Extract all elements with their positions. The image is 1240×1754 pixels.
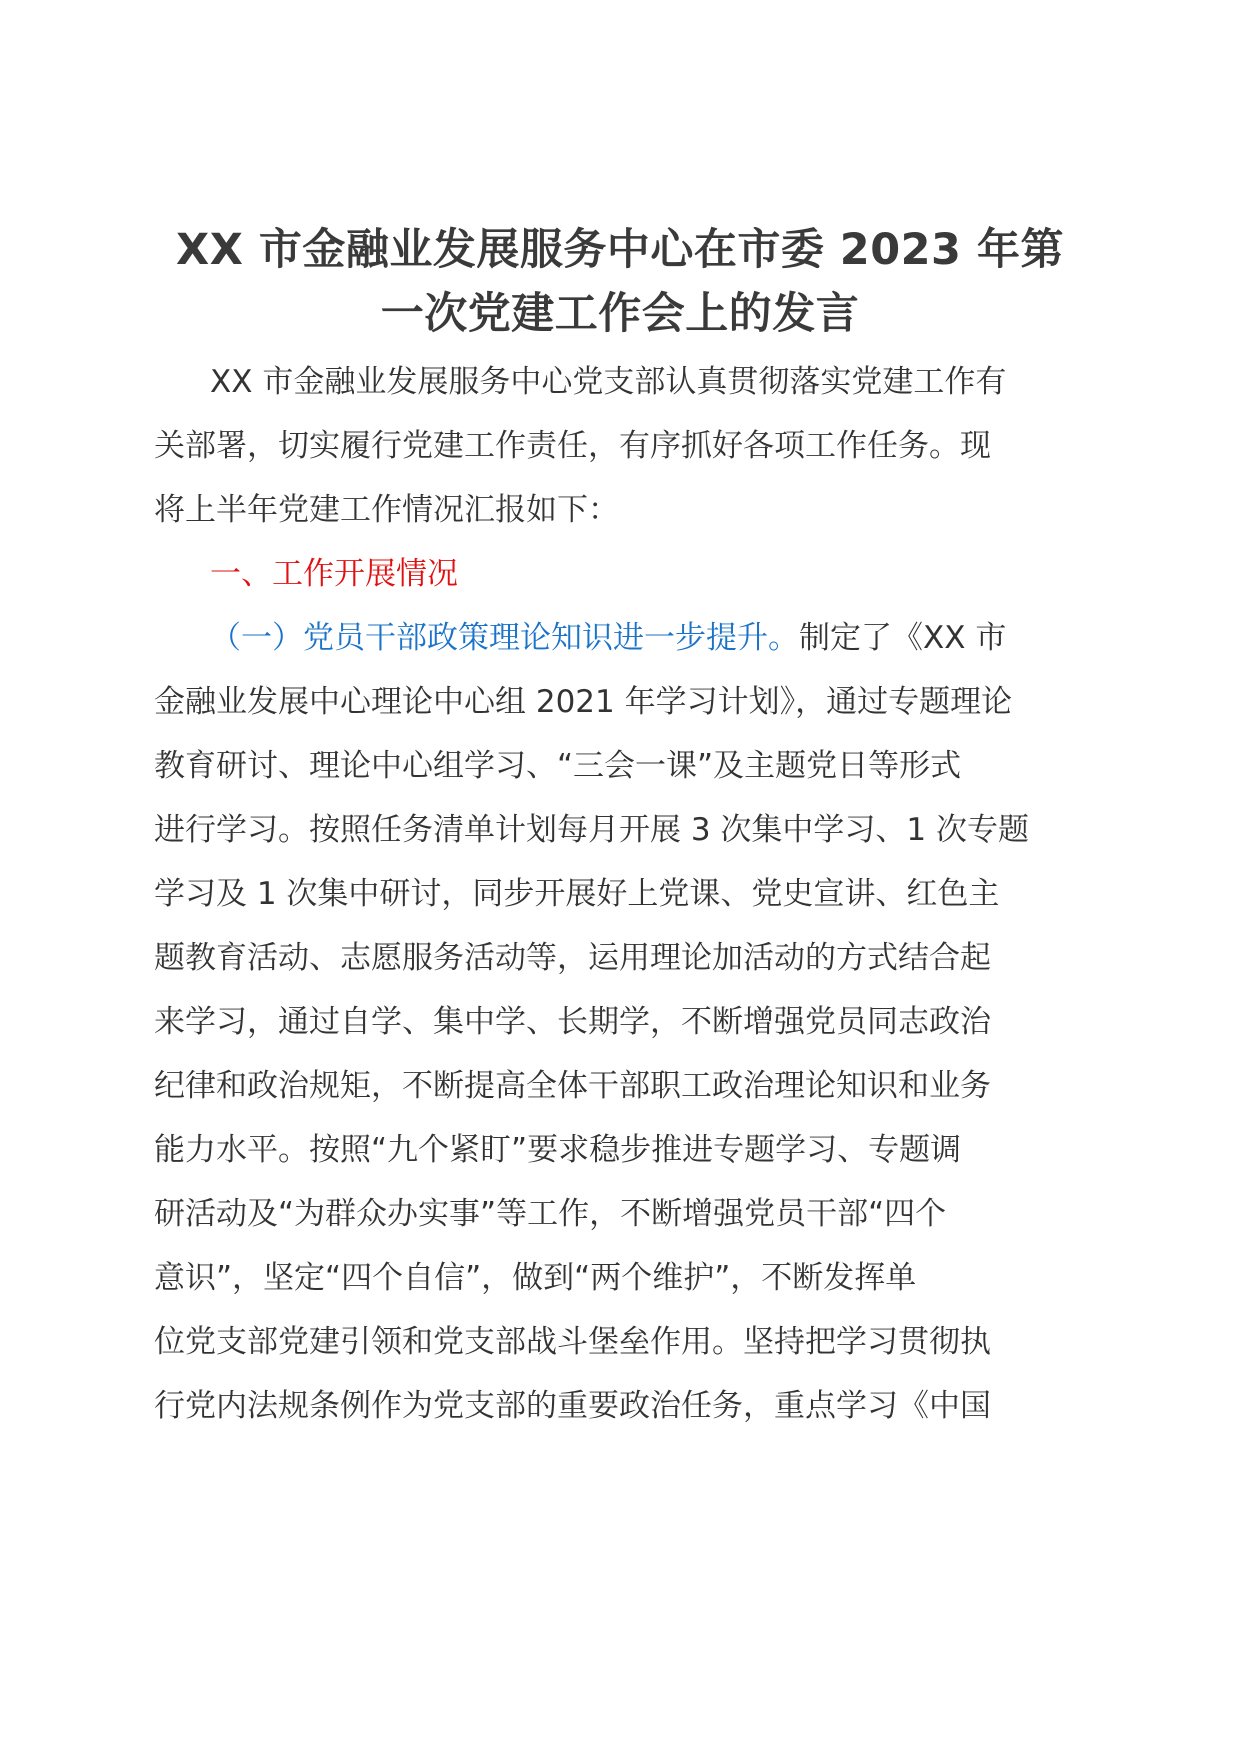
paragraph-line: 行党内法规条例作为党支部的重要政治任务，重点学习《中国	[154, 1388, 991, 1424]
paragraph-line: 学习及 1 次集中研讨，同步开展好上党课、党史宣讲、红色主	[154, 876, 1000, 912]
paragraph-line: 意识”，坚定“四个自信”，做到“两个维护”，不断发挥单	[154, 1260, 917, 1296]
title-line-2: 一次党建工作会上的发言	[380, 289, 860, 339]
paragraph-line: 教育研讨、理论中心组学习、“三会一课”及主题党日等形式	[154, 748, 962, 784]
subsection-first-line-rest: 制定了《XX 市	[799, 620, 1007, 656]
paragraph-line: 位党支部党建引领和党支部战斗堡垒作用。坚持把学习贯彻执	[154, 1324, 991, 1360]
title-line-1: XX 市金融业发展服务中心在市委 2023 年第	[176, 225, 1064, 275]
paragraph-line: 进行学习。按照任务清单计划每月开展 3 次集中学习、1 次专题	[154, 812, 1030, 848]
paragraph-line: 来学习，通过自学、集中学、长期学，不断增强党员同志政治	[154, 1004, 991, 1040]
paragraph-line: 纪律和政治规矩，不断提高全体干部职工政治理论知识和业务	[154, 1068, 991, 1104]
paragraph-line: 研活动及“为群众办实事”等工作，不断增强党员干部“四个	[154, 1196, 947, 1232]
section-heading: 一、工作开展情况	[210, 556, 458, 592]
intro-line-1: XX 市金融业发展服务中心党支部认真贯彻落实党建工作有	[210, 364, 1007, 400]
paragraph-line: 题教育活动、志愿服务活动等，运用理论加活动的方式结合起	[154, 940, 991, 976]
subsection-heading: （一）党员干部政策理论知识进一步提升。	[210, 620, 799, 656]
document-title	[150, 218, 1090, 346]
intro-line-3: 将上半年党建工作情况汇报如下：	[154, 492, 619, 528]
paragraph-line: 能力水平。按照“九个紧盯”要求稳步推进专题学习、专题调	[154, 1132, 962, 1168]
subsection-first-line	[154, 606, 1094, 670]
document-body	[154, 350, 1094, 1438]
intro-line-2: 关部署，切实履行党建工作责任，有序抓好各项工作任务。现	[154, 428, 991, 464]
paragraph-line: 金融业发展中心理论中心组 2021 年学习计划》，通过专题理论	[154, 684, 1013, 720]
